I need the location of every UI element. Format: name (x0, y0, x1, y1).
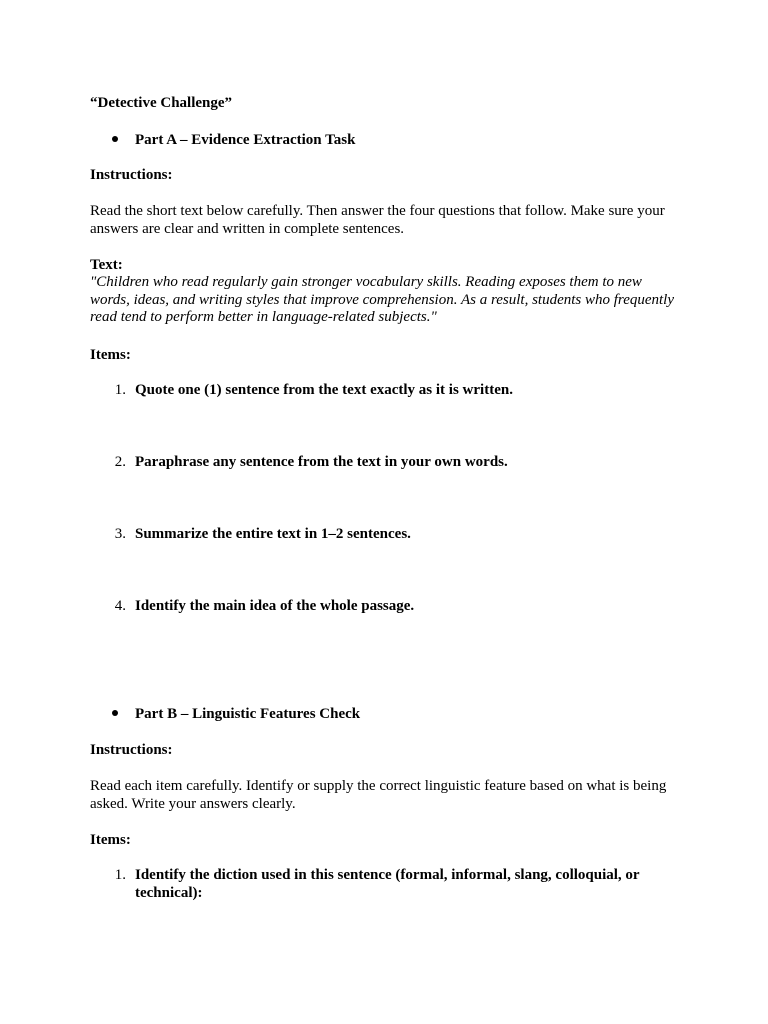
document-title: “Detective Challenge” (90, 95, 233, 111)
list-item-number: 3. (114, 526, 126, 542)
part-a-text-label: Text: (90, 257, 123, 273)
part-a-instructions-text: Read the short text below carefully. Then answer the four questions that follow. Make sure your answers are clear and written in complete sentences. (90, 203, 665, 237)
bullet-icon (112, 710, 120, 718)
list-item: Quote one (1) sentence from the text exactly as it is written. (135, 382, 513, 398)
list-item-number: 2. (114, 454, 126, 470)
list-item-number: 4. (114, 598, 126, 614)
list-item-number: 1. (114, 382, 126, 398)
bullet-icon (112, 136, 120, 144)
part-a-instructions-label: Instructions: (90, 167, 173, 183)
list-item: Identify the diction used in this sentence (formal, informal, slang, colloquial, or technical): (135, 867, 640, 901)
part-b-heading: Part B – Linguistic Features Check (135, 706, 361, 722)
part-a-heading: Part A – Evidence Extraction Task (135, 132, 356, 148)
list-item: Identify the main idea of the whole passage. (135, 598, 415, 614)
part-b-instructions-text: Read each item carefully. Identify or supply the correct linguistic feature based on what is being asked. Write your answers clearly. (90, 778, 667, 812)
part-b-items-label: Items: (90, 832, 131, 848)
part-a-items-label: Items: (90, 347, 131, 363)
part-a-passage: "Children who read regularly gain stronger vocabulary skills. Reading exposes them to new words, ideas, and writing styles that improve comprehension. As a result, students who frequently read tend to perform better in language-related subjects." (90, 274, 674, 325)
list-item: Summarize the entire text in 1–2 sentences. (135, 526, 411, 542)
part-b-instructions-label: Instructions: (90, 742, 173, 758)
list-item: Paraphrase any sentence from the text in your own words. (135, 454, 508, 470)
list-item-number: 1. (114, 867, 126, 883)
